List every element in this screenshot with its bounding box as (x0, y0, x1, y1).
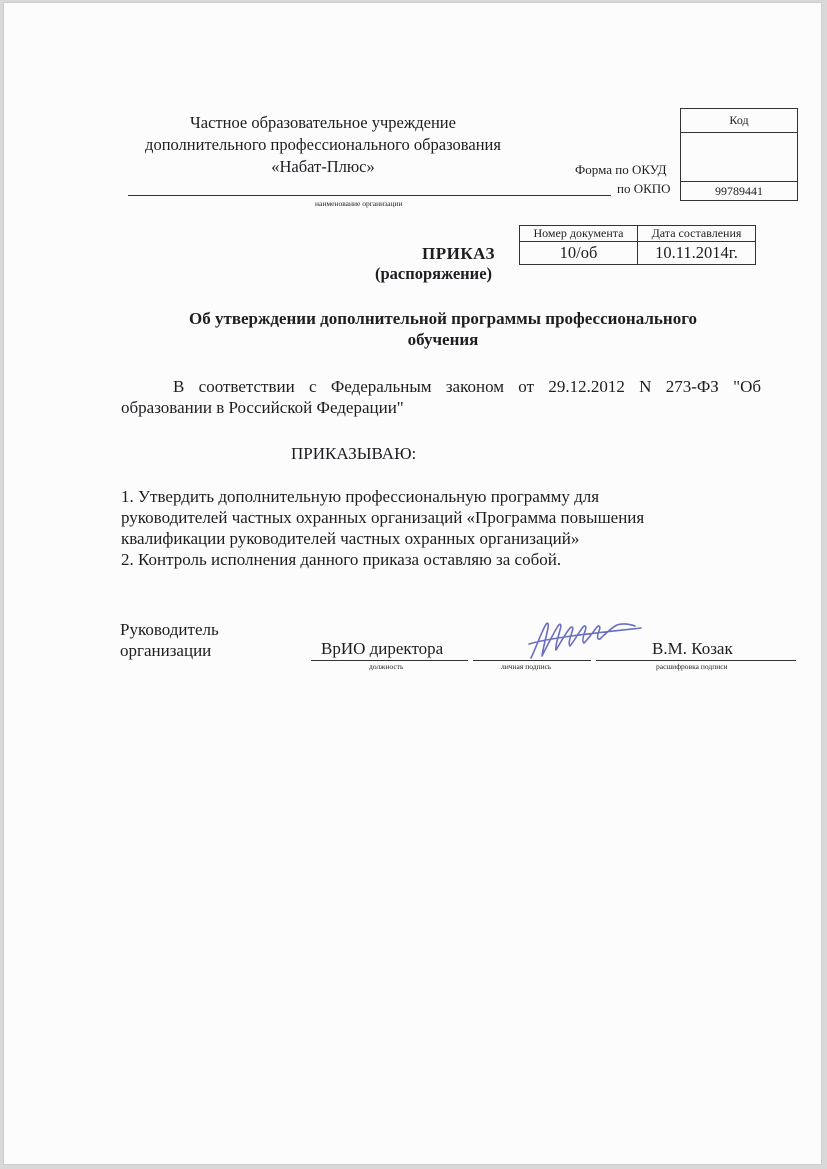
organization-underline (128, 195, 611, 196)
organization-line-3: «Набат-Плюс» (271, 157, 375, 176)
signature-caption: личная подпись (501, 662, 552, 671)
legal-basis-line-2: образовании в Российской Федерации" (121, 398, 404, 417)
document-date-header: Дата составления (638, 226, 756, 242)
document-number-header: Номер документа (520, 226, 638, 242)
head-title-line-2: организации (120, 641, 212, 660)
head-title (120, 619, 219, 661)
order-subject (123, 308, 763, 350)
subject-line-1: Об утверждении дополнительной программы профессионального (189, 309, 697, 328)
position-value: ВрИО директора (321, 639, 444, 658)
legal-basis (121, 376, 761, 418)
order-item-line: квалификации руководителей частных охранных организаций» (121, 529, 580, 548)
subject-line-2: обучения (407, 330, 479, 349)
order-item-line: 1. Утвердить дополнительную профессиональную программу для (121, 487, 600, 506)
organization-line-2: дополнительного профессионального образования (145, 135, 501, 154)
codes-header: Код (681, 109, 798, 133)
head-title-line-1: Руководитель (120, 620, 219, 639)
document-number-table (519, 225, 756, 265)
order-subtitle: (распоряжение) (375, 264, 493, 283)
okpo-label: по ОКПО (617, 181, 671, 196)
order-item-line: руководителей частных охранных организаций «Программа повышения (121, 508, 645, 527)
organization-caption: наименование организации (315, 199, 403, 208)
signer-name: В.М. Козак (652, 639, 733, 658)
order-item-line: 2. Контроль исполнения данного приказа оставляю за собой. (121, 550, 562, 569)
order-word: ПРИКАЗЫВАЮ: (291, 444, 417, 463)
legal-basis-line-1: В соответствии с Федеральным законом от 29.12.2012 N 273-ФЗ "Об (173, 377, 761, 396)
okud-label: Форма по ОКУД (575, 162, 667, 177)
name-caption: расшифровка подписи (656, 662, 728, 671)
organization-name (113, 112, 533, 178)
codes-table (680, 108, 798, 201)
document-page (3, 2, 822, 1165)
okpo-value: 99789441 (681, 182, 798, 201)
position-underline (311, 660, 468, 661)
position-caption: должность (369, 662, 404, 671)
name-underline (596, 660, 796, 661)
okud-value (681, 133, 798, 182)
document-date: 10.11.2014г. (638, 242, 756, 265)
order-title: ПРИКАЗ (422, 244, 495, 263)
organization-line-1: Частное образовательное учреждение (190, 113, 456, 132)
document-number: 10/об (520, 242, 638, 265)
order-items (121, 486, 781, 570)
handwritten-signature (525, 614, 645, 664)
